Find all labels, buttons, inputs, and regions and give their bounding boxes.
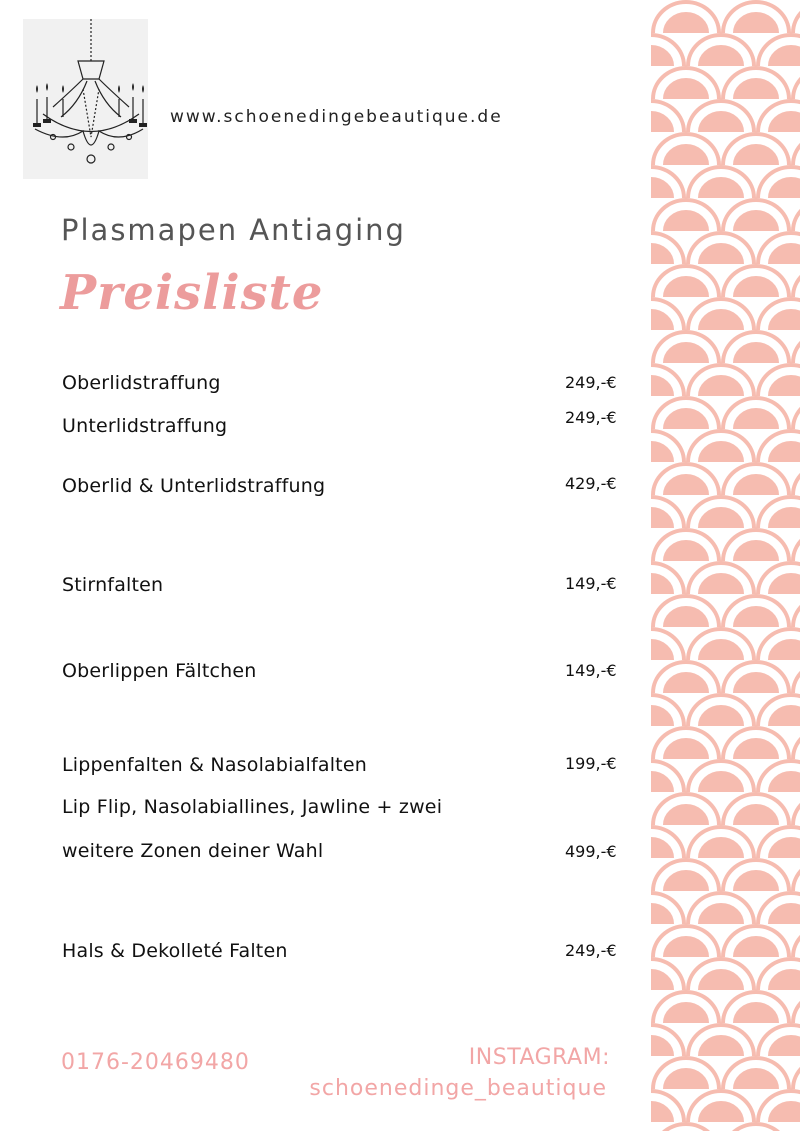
service-name: Unterlidstraffung <box>62 415 228 437</box>
service-price: 499,-€ <box>565 842 617 861</box>
service-name: Oberlid & Unterlidstraffung <box>62 475 326 497</box>
service-price: 249,-€ <box>565 373 617 392</box>
instagram-handle[interactable]: schoenedinge_beautique <box>309 1076 607 1101</box>
service-price: 149,-€ <box>565 574 617 593</box>
service-price: 249,-€ <box>565 941 617 960</box>
instagram-label: INSTAGRAM: <box>468 1045 610 1070</box>
service-name: Lip Flip, Nasolabiallines, Jawline + zwei <box>62 796 443 818</box>
service-name: weitere Zonen deiner Wahl <box>62 840 324 862</box>
service-name: Hals & Dekolleté Falten <box>62 940 288 962</box>
website-url[interactable]: www.schoenedingebeautique.de <box>170 107 503 127</box>
service-name: Oberlidstraffung <box>62 372 221 394</box>
page-subtitle: Plasmapen Antiaging <box>61 213 406 247</box>
service-price: 199,-€ <box>565 754 617 773</box>
service-name: Oberlippen Fältchen <box>62 660 257 682</box>
chandelier-logo <box>23 19 148 179</box>
scale-pattern <box>651 0 800 1131</box>
chandelier-icon <box>23 19 148 179</box>
page-title: Preisliste <box>60 265 324 321</box>
service-price: 249,-€ <box>565 408 617 427</box>
service-price: 149,-€ <box>565 661 617 680</box>
service-name: Lippenfalten & Nasolabialfalten <box>62 754 367 776</box>
service-price: 429,-€ <box>565 474 617 493</box>
service-name: Stirnfalten <box>62 574 164 596</box>
phone-number[interactable]: 0176-20469480 <box>61 1050 250 1075</box>
